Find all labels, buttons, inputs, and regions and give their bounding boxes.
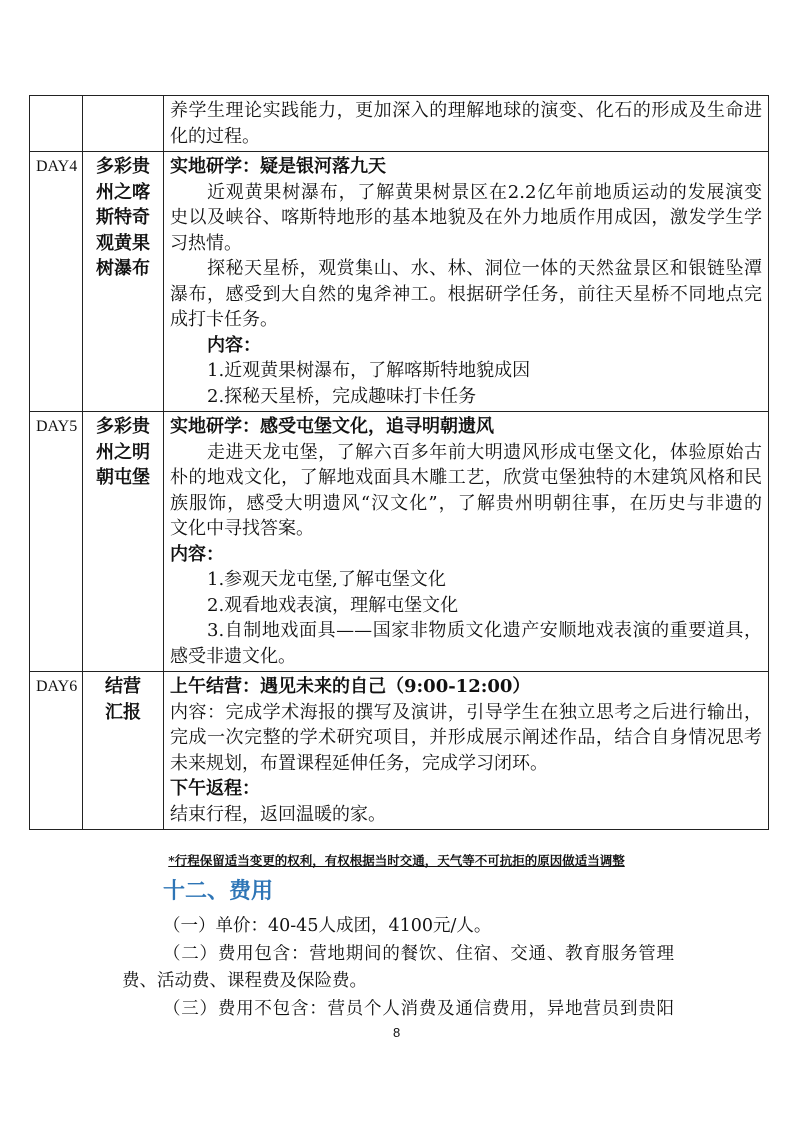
theme-line: 观黄果 [96,232,150,254]
content-cell [164,96,769,152]
text-line: 感受非遗文化。 [170,645,296,667]
text-line: 族服饰，感受大明遗风“汉文化”，了解贵州明朝往事，在历史与非遗的 [170,492,762,514]
text-line: 费、活动费、课程费及保险费。 [122,971,367,991]
text-line: 完成一次完整的学术研究项目，并形成展示阐述作品，结合自身情况思考 [170,727,762,748]
text-line: 下午返程： [170,778,260,799]
content-cell [164,152,769,412]
text-line: 文化中寻找答案。 [170,518,314,539]
day-cell: DAY6 [30,672,83,830]
theme-line: 朝屯堡 [96,467,150,488]
text-line: （二）费用包含：营地期间的餐饮、住宿、交通、教育服务管理 [163,943,674,964]
theme-line: 结营 [105,676,141,697]
text-line: （一）单价：40-45人成团，4100元/人。 [163,916,492,936]
text-line: （三）费用不包含：营员个人消费及通信费用，异地营员到贵阳 [163,998,674,1019]
text-line: 养学生理论实践能力，更加深入的理解地球的演变、化石的形成及生命进 [170,100,762,121]
content-cell [164,412,769,672]
theme-line: 斯特奇 [96,207,150,228]
theme-cell [83,96,164,152]
text-line: 近观黄果树瀑布，了解黄果树景区在2.2亿年前地质运动的发展演变 [207,181,762,203]
table-row [30,412,769,672]
text-line: 3.自制地戏面具——国家非物质文化遗产安顺地戏表演的重要道具， [207,620,762,641]
theme-cell [83,152,164,412]
theme-cell [83,412,164,672]
text-line: 朴的地戏文化，了解地戏面具木雕工艺，欣赏屯堡独特的木建筑风格和民 [170,467,762,488]
text-line: 结束行程，返回温暖的家。 [170,803,386,825]
day-cell: DAY4 [30,152,83,412]
text-line: 瀑布，感受到大自然的鬼斧神工。根据研学任务，前往天星桥不同地点完 [170,283,762,305]
text-line: 上午结营：遇见未来的自己（9:00-12:00） [170,676,531,697]
text-line: 习热情。 [170,232,242,254]
table-row [30,672,769,830]
text-line: 内容：完成学术海报的撰写及演讲，引导学生在独立思考之后进行输出， [170,701,762,723]
page-number: 8 [393,1025,401,1040]
text-line: 化的过程。 [170,125,260,147]
text-line: 探秘天星桥，观赏集山、水、林、洞位一体的天然盆景区和银链坠潭 [207,258,762,279]
text-line: 1.参观天龙屯堡,了解屯堡文化 [207,569,446,590]
fees-body [122,913,674,1023]
text-line: 实地研学：疑是银河落九天 [170,156,386,177]
text-line: 内容： [207,334,261,356]
theme-line: 多彩贵 [96,156,150,177]
text-line: 实地研学：感受屯堡文化，追寻明朝遗风 [170,416,494,437]
day-cell [30,96,83,152]
text-line: 走进天龙屯堡，了解六百多年前大明遗风形成屯堡文化，体验原始古 [207,441,762,463]
table-row [30,96,769,152]
theme-cell [83,672,164,830]
itinerary-note: *行程保留适当变更的权利，有权根据当时交通，天气等不可抗拒的原因做适当调整 [168,853,625,868]
text-line: 史以及峡谷、喀斯特地形的基本地貌及在外力地质作用成因，激发学生学 [170,207,762,228]
day-cell: DAY5 [30,412,83,672]
text-line: 2.探秘天星桥，完成趣味打卡任务 [207,385,477,407]
text-line: 2.观看地戏表演，理解屯堡文化 [207,594,459,616]
text-line: 成打卡任务。 [170,309,278,330]
text-line: 内容： [170,543,224,565]
itinerary-table [29,95,769,830]
section-heading-fees: 十二、费用 [163,879,274,904]
text-line: 1.近观黄果树瀑布，了解喀斯特地貌成因 [207,360,531,381]
text-line: 未来规划，布置课程延伸任务，完成学习闭环。 [170,752,548,774]
theme-line: 树瀑布 [96,258,150,279]
theme-line: 汇报 [105,701,141,723]
theme-line: 州之喀 [96,181,150,203]
table-row [30,152,769,412]
theme-line: 州之明 [96,441,150,463]
content-cell [164,672,769,830]
theme-line: 多彩贵 [96,416,150,437]
